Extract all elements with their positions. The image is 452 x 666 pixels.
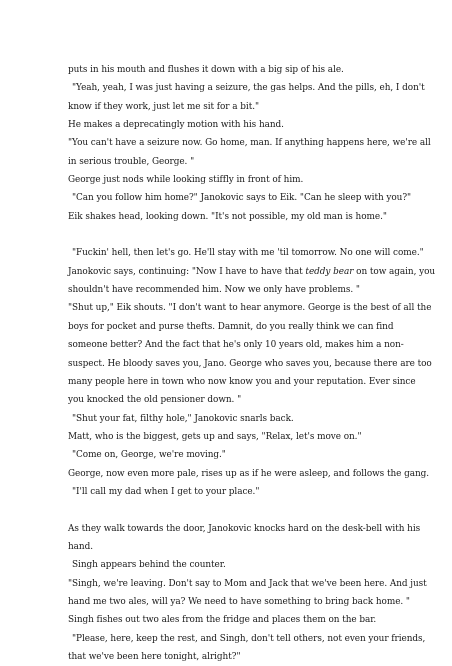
text-line: know if they work, just let me sit for a bit." (68, 101, 260, 112)
text-line: in serious trouble, George. " (68, 156, 195, 167)
emphasized-text: teddy bear (305, 266, 354, 277)
text-line: puts in his mouth and flushes it down with a big sip of his ale. (68, 65, 344, 75)
text-line: George, now even more pale, rises up as if he were asleep, and follows the gang. (68, 468, 430, 479)
text-line: "Fuckin' hell, then let's go. He'll stay with me 'til tomorrow. No one will come." (72, 248, 424, 259)
text-line: shouldn't have recommended him. Now we only have problems. " (68, 285, 360, 296)
text-line: hand. (68, 541, 93, 552)
text-line: "Yeah, yeah, I was just having a seizure, the gas helps. And the pills, eh, I don't (72, 83, 425, 94)
text-line: "Singh, we're leaving. Don't say to Mom and Jack that we've been here. And just (68, 578, 427, 589)
blank-line (68, 501, 398, 519)
text-line (68, 263, 436, 281)
text-line: "Shut up," Eik shouts. "I don't want to hear anymore. George is the best of all the (68, 303, 432, 314)
text-line: As they walk towards the door, Janokovic knocks hard on the desk-bell with his (68, 523, 421, 534)
text-line: "I'll call my dad when I get to your place." (72, 486, 260, 497)
text-line: Singh appears behind the counter. (72, 560, 226, 571)
text-line: Eik shakes head, looking down. "It's not possible, my old man is home." (68, 211, 387, 222)
text-line: "You can't have a seizure now. Go home, man. If anything happens here, we're all (68, 138, 431, 149)
text-line: boys for pocket and purse thefts. Damnit, do you really think we can find (68, 321, 394, 332)
text-segment: Janokovic says, continuing: "Now I have to have that (68, 266, 306, 277)
blank-line (68, 226, 398, 244)
text-line: you knocked the old pensioner down. " (68, 395, 242, 406)
text-line: "Please, here, keep the rest, and Singh, don't tell others, not even your friends, (72, 633, 426, 644)
body-text (68, 61, 436, 666)
text-line: that we've been here tonight, alright?" (68, 652, 241, 662)
text-line: "Come on, George, we're moving." (72, 450, 226, 461)
text-line: "Shut your fat, filthy hole," Janokovic snarls back. (72, 413, 294, 424)
text-line: many people here in town who now know you and your reputation. Ever since (68, 376, 416, 387)
text-line: Matt, who is the biggest, gets up and says, "Relax, let's move on." (68, 431, 362, 442)
text-line: George just nods while looking stiffly in front of him. (68, 175, 304, 186)
text-line: He makes a deprecatingly motion with his hand. (68, 120, 284, 131)
text-segment: on tow again, you (353, 266, 436, 277)
text-line: "Can you follow him home?" Janokovic says to Eik. "Can he sleep with you?" (72, 193, 412, 204)
text-line: suspect. He bloody saves you, Jano. George who saves you, because there are too (68, 358, 432, 369)
text-line: hand me two ales, will ya? We need to have something to bring back home. " (68, 596, 410, 607)
text-line: Singh fishes out two ales from the fridge and places them on the bar. (68, 615, 377, 626)
text-line: someone better? And the fact that he's only 10 years old, makes him a non- (68, 340, 404, 351)
